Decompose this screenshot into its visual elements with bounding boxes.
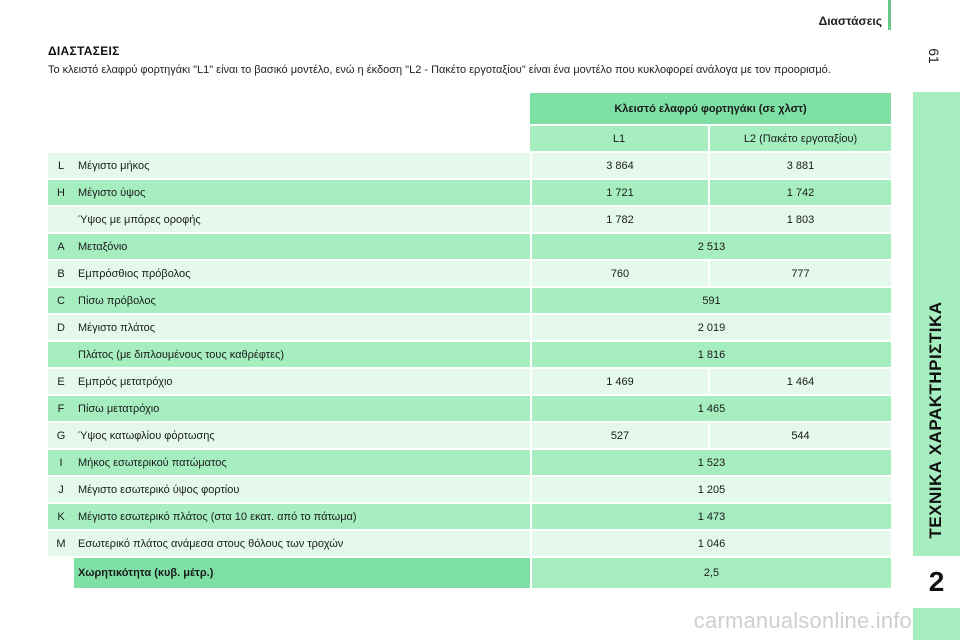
table-row (48, 369, 891, 394)
table-row (48, 504, 891, 529)
chapter-title: ΤΕΧΝΙΚΑ ΧΑΡΑΚΤΗΡΙΣΤΙΚΑ (926, 301, 945, 539)
row-value-both: 2 513 (530, 234, 891, 259)
row-value-both: 591 (530, 288, 891, 313)
dimensions-table (48, 91, 891, 590)
table-row (48, 288, 891, 313)
table-row (48, 315, 891, 340)
row-value-l2: 1 742 (708, 180, 891, 205)
row-label: Πίσω μετατρόχιο (74, 396, 530, 421)
total-value: 2,5 (530, 558, 891, 588)
row-label: Μέγιστο ύψος (74, 180, 530, 205)
table-total-row (48, 558, 891, 588)
row-code: K (48, 504, 74, 529)
row-label: Πλάτος (με διπλουμένους τους καθρέφτες) (74, 342, 530, 367)
row-code: J (48, 477, 74, 502)
row-code: G (48, 423, 74, 448)
row-value-l1: 760 (530, 261, 708, 286)
row-value-l2: 544 (708, 423, 891, 448)
total-label: Χωρητικότητα (κυβ. μέτρ.) (74, 558, 530, 588)
table-row (48, 207, 891, 232)
section-title: ΔΙΑΣΤΑΣΕΙΣ (48, 44, 120, 58)
row-label: Πίσω πρόβολος (74, 288, 530, 313)
row-value-l2: 3 881 (708, 153, 891, 178)
row-value-l2: 777 (708, 261, 891, 286)
row-code: M (48, 531, 74, 556)
section-intro: Το κλειστό ελαφρύ φορτηγάκι "L1" είναι το βασικό μοντέλο, ενώ η έκδοση "L2 - Πακέτο εργοταξίου" είναι ένα μοντέλο που κυκλοφορεί ανάλογα με τον προορισμό. (48, 64, 831, 76)
row-label: Εσωτερικό πλάτος ανάμεσα στους θόλους των τροχών (74, 531, 530, 556)
table-column-header-row (48, 126, 891, 151)
row-code (48, 342, 74, 367)
table-row (48, 396, 891, 421)
row-label: Μέγιστο εσωτερικό πλάτος (στα 10 εκατ. από το πάτωμα) (74, 504, 530, 529)
table-group-header-row (48, 93, 891, 124)
row-value-both: 1 473 (530, 504, 891, 529)
row-value-l1: 1 782 (530, 207, 708, 232)
watermark: carmanualsonline.info (693, 608, 912, 633)
row-value-both: 1 465 (530, 396, 891, 421)
row-code: F (48, 396, 74, 421)
row-code: D (48, 315, 74, 340)
row-label: Ύψος κατωφλίου φόρτωσης (74, 423, 530, 448)
row-code: C (48, 288, 74, 313)
row-label: Ύψος με μπάρες οροφής (74, 207, 530, 232)
row-label: Μέγιστο πλάτος (74, 315, 530, 340)
table-row (48, 153, 891, 178)
page-number: 61 (926, 48, 942, 64)
table-row (48, 423, 891, 448)
row-code: H (48, 180, 74, 205)
row-label: Μεταξόνιο (74, 234, 530, 259)
row-label: Μέγιστο εσωτερικό ύψος φορτίου (74, 477, 530, 502)
row-label: Εμπρόσθιος πρόβολος (74, 261, 530, 286)
row-value-both: 1 816 (530, 342, 891, 367)
row-value-l2: 1 464 (708, 369, 891, 394)
column-header-l1: L1 (530, 126, 708, 151)
row-value-both: 1 205 (530, 477, 891, 502)
header-title: Διαστάσεις (818, 14, 882, 28)
row-label: Μέγιστο μήκος (74, 153, 530, 178)
row-value-l1: 527 (530, 423, 708, 448)
row-code: L (48, 153, 74, 178)
table-row (48, 450, 891, 475)
chapter-number: 2 (928, 566, 945, 597)
table-row (48, 180, 891, 205)
table-row (48, 531, 891, 556)
table-group-header: Κλειστό ελαφρύ φορτηγάκι (σε χλστ) (530, 93, 891, 124)
row-value-l1: 1 721 (530, 180, 708, 205)
row-value-both: 1 046 (530, 531, 891, 556)
table-row (48, 234, 891, 259)
row-code (48, 207, 74, 232)
row-value-l2: 1 803 (708, 207, 891, 232)
column-header-l2: L2 (Πακέτο εργοταξίου) (708, 126, 891, 151)
row-code: I (48, 450, 74, 475)
row-label: Εμπρός μετατρόχιο (74, 369, 530, 394)
row-value-l1: 1 469 (530, 369, 708, 394)
row-label: Μήκος εσωτερικού πατώματος (74, 450, 530, 475)
table-row (48, 477, 891, 502)
header-divider (888, 0, 891, 30)
row-code: E (48, 369, 74, 394)
row-value-both: 1 523 (530, 450, 891, 475)
row-value-l1: 3 864 (530, 153, 708, 178)
row-value-both: 2 019 (530, 315, 891, 340)
row-code: B (48, 261, 74, 286)
row-code: A (48, 234, 74, 259)
table-row (48, 261, 891, 286)
table-row (48, 342, 891, 367)
